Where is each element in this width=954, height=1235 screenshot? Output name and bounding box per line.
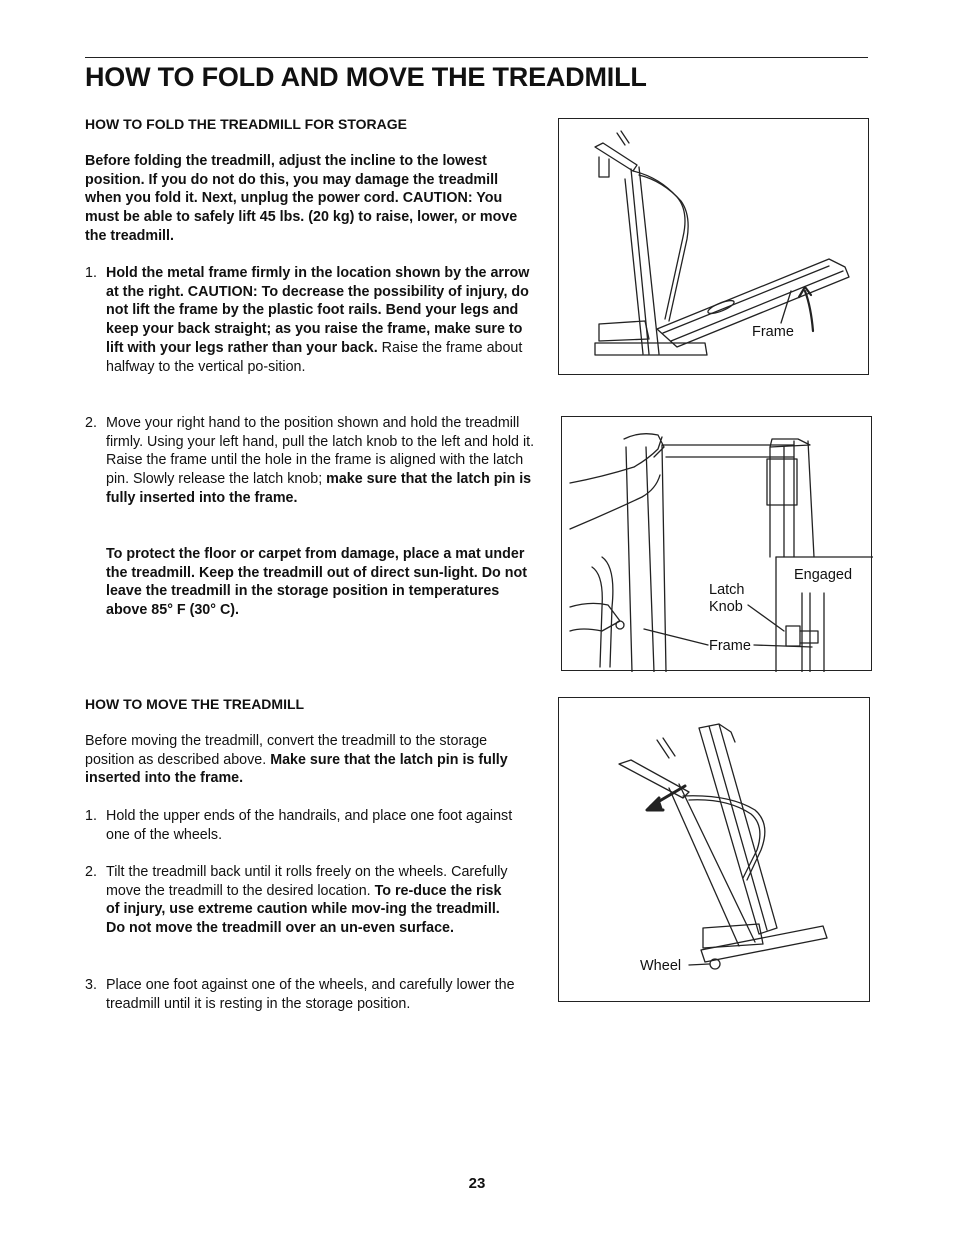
move-heading: HOW TO MOVE THE TREADMILL <box>85 696 305 712</box>
move-step-1-text: Hold the upper ends of the handrails, and place one foot against one of the wheels. <box>106 808 513 843</box>
move-step-3 <box>85 976 535 1013</box>
move-step-2-bold: To re-duce the risk of injury, use extreme caution while mov-ing the treadmill. Do not move the treadmill over an un-even surface. <box>106 882 502 937</box>
step-number: 2. <box>85 415 97 431</box>
treadmill-raise-illustration <box>559 119 870 376</box>
fold-step-1-bold: Hold the metal frame firmly in the location shown by the arrow at the right. CAUTION: To decrease the possibility of injury, do not lift the frame by the plastic foot rails. Bend your legs and keep your back straight; as you raise the frame, make sure to lift with your legs rather than your back. <box>106 265 530 356</box>
frame-label: Frame <box>752 324 794 340</box>
top-rule <box>85 57 868 58</box>
move-intro <box>85 732 535 788</box>
knob-label: Knob <box>709 599 743 615</box>
fold-step-1 <box>85 264 535 376</box>
move-intro-text: Before moving the treadmill, convert the treadmill to the storage position as described above. <box>85 733 488 768</box>
fold-step-2-bold: make sure that the latch pin is fully inserted into the frame. <box>106 471 532 506</box>
move-intro-bold: Make sure that the latch pin is fully inserted into the frame. <box>85 751 508 787</box>
step-number: 3. <box>85 977 97 993</box>
engaged-label: Engaged <box>794 567 853 583</box>
fold-step-2 <box>85 414 535 508</box>
figure-move-wheels <box>558 697 870 1002</box>
latch-label: Latch <box>709 582 745 598</box>
treadmill-move-illustration <box>559 698 871 1003</box>
step-number: 1. <box>85 265 97 281</box>
wheel-label: Wheel <box>640 958 682 974</box>
step-number: 1. <box>85 808 97 824</box>
move-step-2 <box>85 863 515 938</box>
move-step-2-text: Tilt the treadmill back until it rolls freely on the wheels. Carefully move the treadmill to the desired location. <box>106 864 508 899</box>
fold-protect-note <box>85 545 535 620</box>
step-number: 2. <box>85 864 97 880</box>
page-title: HOW TO FOLD AND MOVE THE TREADMILL <box>85 62 647 92</box>
move-step-1 <box>85 807 515 844</box>
frame-label: Frame <box>709 638 751 654</box>
latch-knob-illustration <box>562 417 873 672</box>
figure-latch-knob <box>561 416 872 671</box>
fold-step-1-text: Raise the frame about halfway to the vertical po-sition. <box>106 339 523 375</box>
fold-heading: HOW TO FOLD THE TREADMILL FOR STORAGE <box>85 116 407 132</box>
page-number: 23 <box>468 1175 486 1192</box>
fold-intro: Before folding the treadmill, adjust the incline to the lowest position. If you do not do this, you may damage the treadmill when you fold it. Next, unplug the power cord. CAUTION: You must be able to safely lift 45 lbs. (20 kg) to raise, lower, or move the treadmill. <box>85 153 518 244</box>
figure-fold-raise <box>558 118 869 375</box>
move-step-3-text: Place one foot against one of the wheels, and carefully lower the treadmill until it is resting in the storage position. <box>106 977 515 1012</box>
protect-text: To protect the floor or carpet from damage, place a mat under the treadmill. Keep the treadmill out of direct sun-light. Do not leave the treadmill in the storage position in temperatures above 85° F (30° C). <box>106 546 527 619</box>
fold-step-2-text: Move your right hand to the position shown and hold the treadmill firmly. Using your left hand, pull the latch knob to the left and hold it. Raise the frame until the hole in the frame is aligned with the latch pin. Slowly release the latch knob; <box>106 415 535 488</box>
